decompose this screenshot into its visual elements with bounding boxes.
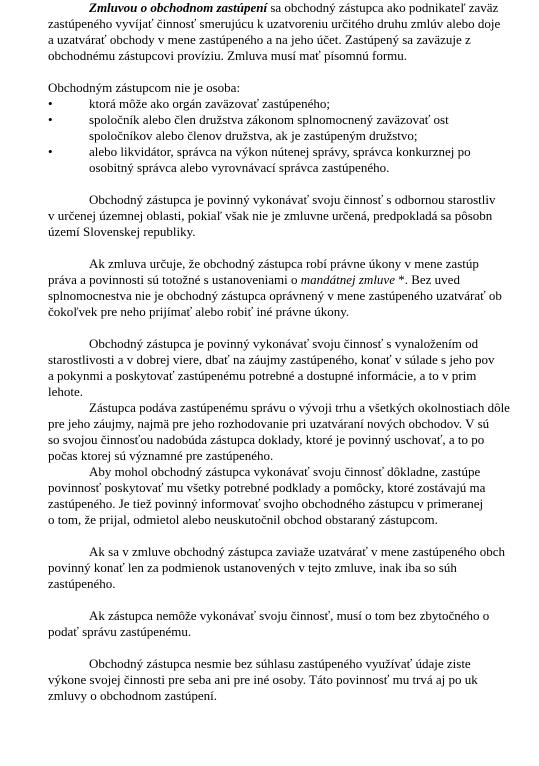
paragraph-line: starostlivosti a v dobrej viere, dbať na záujmy zastúpeného, konať v súlade s jeho pov — [48, 352, 495, 367]
document-page — [48, 0, 539, 704]
report-paragraph — [48, 400, 539, 464]
intro-line: zastúpeného vyvíjať činnosť smerujúcu k uzatvoreniu určitého druhu zmlúv alebo doje — [48, 16, 501, 31]
paragraph-line: v určenej územnej oblasti, pokiaľ však nie je zmluvne určená, predpokladá sa pôsobn — [48, 208, 493, 223]
mandate-italic-term: mandátnej zmluve — [300, 272, 395, 287]
paragraph-line: Zástupca podáva zastúpenému správu o vývoji trhu a všetkých okolnostiach dôle — [89, 400, 510, 415]
paragraph-line: Obchodný zástupca je povinný vykonávať svoju činnosť s odbornou starostliv — [89, 192, 496, 207]
intro-line: obchodnému zástupcovi províziu. Zmluva musí mať písomnú formu. — [48, 48, 408, 63]
mandate-text-after: *. Bez uved — [394, 272, 460, 287]
intro-line-1-rest: sa obchodný zástupca ako podnikateľ zaväz — [267, 0, 499, 15]
list-item — [48, 96, 539, 112]
paragraph-line: čokoľvek pre neho prijímať alebo robiť iné právne úkony. — [48, 304, 350, 319]
term-bold-italic: Zmluvou o obchodnom zastúpení — [89, 0, 268, 15]
paragraph-line: splnomocnestva nie je obchodný zástupca oprávnený v mene zastúpeného uzatvárať ob — [48, 288, 502, 303]
diligence-paragraph — [48, 336, 539, 400]
paragraph-line: povinnosť poskytovať mu všetky potrebné podklady a pomôcky, ktoré zostávajú ma — [48, 480, 486, 495]
paragraph-line: Aby mohol obchodný zástupca vykonávať svoju činnosť dôkladne, zastúpe — [89, 464, 481, 479]
paragraph-line: zmluvy o obchodnom zastúpení. — [48, 688, 217, 703]
paragraph-line: Ak zmluva určuje, že obchodný zástupca robí právne úkony v mene zastúp — [89, 256, 479, 271]
paragraph-line: Ak zástupca nemôže vykonávať svoju činnosť, musí o tom bez zbytočného o — [89, 608, 490, 623]
confidentiality-paragraph — [48, 656, 539, 704]
list-item-text: spoločníkov alebo členov družstva, ak je zastúpeným družstvo; — [89, 128, 418, 143]
paragraph-line: zastúpeného. Je tiež povinný informovať svojho obchodného zástupcu v primeranej — [48, 496, 484, 511]
paragraph-line: Ak sa v zmluve obchodný zástupca zaviaže uzatvárať v mene zastúpeného obch — [89, 544, 505, 559]
paragraph-line: podať správu zastúpenému. — [48, 624, 192, 639]
list-item-text: ktorá môže ako orgán zaväzovať zastúpeného; — [89, 96, 331, 111]
list-item — [48, 112, 539, 144]
intro-line: a uzatvárať obchody v mene zastúpeného a na jeho účet. Zastúpený sa zaväzuje z — [48, 32, 471, 47]
list-item — [48, 144, 539, 176]
mandate-text-before: práva a povinnosti sú totožné s ustanoveniami o — [48, 272, 301, 287]
paragraph-line — [48, 272, 539, 288]
list-item-text: spoločník alebo člen družstva zákonom splnomocnený zaväzovať ost — [89, 112, 449, 127]
documents-paragraph — [48, 464, 539, 528]
inability-paragraph — [48, 608, 539, 640]
paragraph-line: počas ktorej sú významné pre zastúpeného. — [48, 448, 274, 463]
paragraph-line: a pokynmi a poskytovať zastúpenému potrebné a dostupné informácie, a to v prim — [48, 368, 477, 383]
paragraph-line: Obchodný zástupca je povinný vykonávať svoju činnosť s vynaložením od — [89, 336, 479, 351]
paragraph-line: so svojou činnosťou nadobúda zástupca doklady, ktoré je povinný uschovať, a to po — [48, 432, 485, 447]
not-person-heading: Obchodným zástupcom nie je osoba: — [48, 80, 241, 95]
paragraph-line: pre jeho záujmy, najmä pre jeho rozhodovanie pri uzatváraní nových obchodov. V sú — [48, 416, 490, 431]
bullet-icon: • — [48, 112, 53, 127]
paragraph-line: zastúpeného. — [48, 576, 116, 591]
list-item-text: osobitný správca alebo vyrovnávací správca zastúpeného. — [89, 160, 390, 175]
paragraph-line: povinný konať len za podmienok ustanovených v tejto zmluve, inak iba so súh — [48, 560, 457, 575]
paragraph-line: lehote. — [48, 384, 84, 399]
bullet-icon: • — [48, 144, 53, 159]
paragraph-line: území Slovenskej republiky. — [48, 224, 196, 239]
bullet-icon: • — [48, 96, 53, 111]
intro-line-1 — [48, 0, 539, 16]
paragraph-line: Obchodný zástupca nesmie bez súhlasu zastúpeného využívať údaje ziste — [89, 656, 471, 671]
intro-paragraph — [48, 0, 539, 64]
list-item-text: alebo likvidátor, správca na výkon nútenej správy, správca konkurznej po — [89, 144, 471, 159]
expertise-paragraph — [48, 192, 539, 240]
paragraph-line: výkone svojej činnosti pre seba ani pre iné osoby. Táto povinnosť mu trvá aj po uk — [48, 672, 478, 687]
mandate-paragraph — [48, 256, 539, 320]
paragraph-line: o tom, že prijal, odmietol alebo neuskutočnil obchod obstaraný zástupcom. — [48, 512, 438, 527]
conditions-paragraph — [48, 544, 539, 592]
not-person-section — [48, 80, 539, 176]
